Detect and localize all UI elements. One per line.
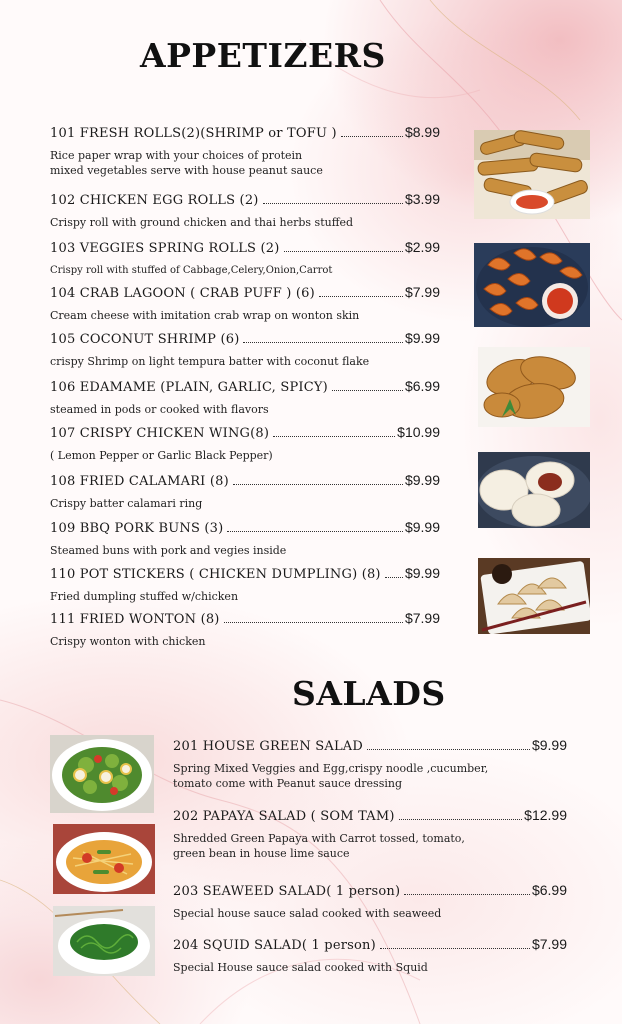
menu-item [50,610,440,649]
item-name: 101 FRESH ROLLS(2)(SHRIMP or TOFU ) [50,126,337,141]
item-price: $8.99 [404,124,440,140]
coconut-shrimp-photo [474,243,590,327]
item-price: $6.99 [404,378,440,394]
dot-leader [224,622,403,623]
pot-stickers-photo [478,558,590,634]
item-description: Crispy batter calamari ring [50,497,203,510]
dot-leader [273,436,395,437]
item-description: Fried dumpling stuffed w/chicken [50,590,239,603]
menu-item [50,565,440,604]
item-name: 105 COCONUT SHRIMP (6) [50,332,240,347]
dot-leader [263,203,403,204]
papaya-salad-photo [53,824,155,894]
item-price: $7.99 [531,936,567,952]
menu-item [173,737,567,791]
item-price: $9.99 [404,565,440,581]
item-description: Spring Mixed Veggies and Egg,crispy noodle ,cucumber, tomato come with Peanut sauce dressing [173,762,489,790]
green-salad-photo [50,735,154,813]
item-name: 102 CHICKEN EGG ROLLS (2) [50,193,259,208]
dot-leader [227,531,403,532]
item-description: crispy Shrimp on light tempura batter with coconut flake [50,355,370,368]
dot-leader [399,819,523,820]
menu-item [50,519,440,558]
item-description: Cream cheese with imitation crab wrap on wonton skin [50,309,360,322]
item-description: Special House sauce salad cooked with Squid [173,961,428,974]
item-description: Crispy roll with ground chicken and thai herbs stuffed [50,216,354,229]
menu-item [173,807,567,861]
item-description: Rice paper wrap with your choices of protein mixed vegetables serve with house peanut sauce [50,149,323,177]
dot-leader [284,251,403,252]
menu-item [50,424,440,463]
dot-leader [341,136,403,137]
item-description: Crispy roll with stuffed of Cabbage,Celery,Onion,Carrot [50,265,333,276]
item-name: 103 VEGGIES SPRING ROLLS (2) [50,241,280,256]
menu-item [50,330,440,369]
chicken-wings-photo [478,347,590,427]
item-description: ( Lemon Pepper or Garlic Black Pepper) [50,449,273,462]
menu-item [50,191,440,230]
item-price: $9.99 [531,737,567,753]
dot-leader [380,948,530,949]
item-price: $7.99 [404,610,440,626]
menu-item [50,124,440,178]
dot-leader [233,484,403,485]
item-name: 202 PAPAYA SALAD ( SOM TAM) [173,809,395,824]
item-name: 111 FRIED WONTON (8) [50,612,220,627]
menu-item [50,378,440,417]
item-name: 107 CRISPY CHICKEN WING(8) [50,426,270,441]
item-description: steamed in pods or cooked with flavors [50,403,269,416]
item-name: 204 SQUID SALAD( 1 person) [173,938,376,953]
menu-item [173,882,567,921]
dot-leader [404,894,530,895]
menu-item [50,284,440,323]
spring-rolls-photo [474,130,590,219]
appetizers-title: APPETIZERS [140,36,386,75]
item-description: Special house sauce salad cooked with seaweed [173,907,442,920]
item-price: $7.99 [404,284,440,300]
item-name: 106 EDAMAME (PLAIN, GARLIC, SPICY) [50,380,328,395]
item-description: Steamed buns with pork and vegies inside [50,544,287,557]
item-price: $9.99 [404,519,440,535]
item-price: $9.99 [404,472,440,488]
item-name: 203 SEAWEED SALAD( 1 person) [173,884,401,899]
dot-leader [367,749,530,750]
item-description: Shredded Green Papaya with Carrot tossed, tomato, green bean in house lime sauce [173,832,465,860]
item-name: 109 BBQ PORK BUNS (3) [50,521,224,536]
menu-item [173,936,567,975]
item-price: $2.99 [404,239,440,255]
item-name: 104 CRAB LAGOON ( CRAB PUFF ) (6) [50,286,315,301]
item-price: $12.99 [524,807,567,823]
pork-buns-photo [478,452,590,528]
dot-leader [332,390,403,391]
item-name: 108 FRIED CALAMARI (8) [50,474,229,489]
item-price: $10.99 [397,424,440,440]
dot-leader [385,577,403,578]
salads-title: SALADS [292,674,446,713]
item-name: 110 POT STICKERS ( CHICKEN DUMPLING) (8) [50,567,381,582]
item-name: 201 HOUSE GREEN SALAD [173,739,364,754]
item-description: Crispy wonton with chicken [50,635,206,648]
item-price: $9.99 [404,330,440,346]
menu-item [50,239,440,278]
item-price: $6.99 [531,882,567,898]
seaweed-salad-photo [53,906,155,976]
menu-item [50,472,440,511]
item-price: $3.99 [404,191,440,207]
dot-leader [319,296,403,297]
dot-leader [243,342,402,343]
